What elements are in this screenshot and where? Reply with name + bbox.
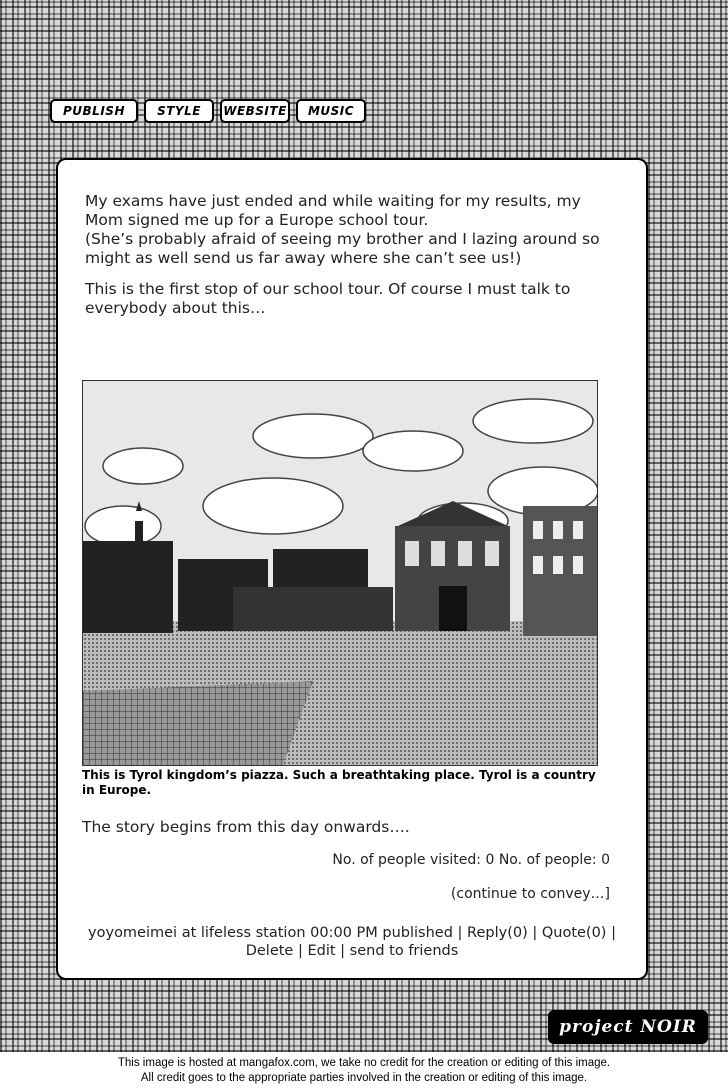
tab-style[interactable]: STYLE bbox=[144, 99, 214, 123]
tab-website[interactable]: WEBSITE bbox=[220, 99, 290, 123]
credits-line-1: This image is hosted at mangafox.com, we take no credit for the creation or editing of this image. bbox=[117, 1057, 611, 1069]
story-line: The story begins from this day onwards…. bbox=[82, 818, 410, 836]
intro-paragraph-2: This is the first stop of our school tour. Of course I must talk to everybody about this… bbox=[85, 280, 571, 317]
project-noir-logo bbox=[548, 1010, 708, 1044]
send-to-friends-link[interactable]: send to friends bbox=[349, 943, 459, 959]
separator: | bbox=[297, 943, 303, 959]
nav-tabs bbox=[50, 99, 366, 123]
separator: | bbox=[611, 925, 616, 941]
visit-stats: No. of people visited: 0 No. of people: 0 bbox=[332, 852, 610, 868]
quote-link[interactable]: Quote(0) bbox=[541, 925, 607, 941]
hosting-credits bbox=[0, 1056, 728, 1086]
delete-link[interactable]: Delete bbox=[245, 943, 294, 959]
post-intro bbox=[85, 192, 605, 330]
separator: | bbox=[532, 925, 538, 941]
tab-music[interactable]: MUSIC bbox=[296, 99, 366, 123]
post-footer bbox=[86, 924, 618, 960]
tab-publish[interactable]: PUBLISH bbox=[50, 99, 138, 123]
piazza-illustration bbox=[83, 381, 597, 765]
piazza-photo bbox=[82, 380, 598, 766]
credits-line-2: All credit goes to the appropriate parties involved in the creation or editing of this image. bbox=[140, 1072, 588, 1084]
photo-caption: This is Tyrol kingdom’s piazza. Such a breathtaking place. Tyrol is a country in Europe. bbox=[82, 768, 596, 797]
byline: yoyomeimei at lifeless station 00:00 PM published | bbox=[88, 925, 463, 941]
intro-paragraph-1: My exams have just ended and while waiting for my results, my Mom signed me up for a Europe school tour. (She’s probably afraid of seeing my brother and I lazing around so might as well send us far away where she can’t see us!) bbox=[85, 192, 600, 267]
reply-link[interactable]: Reply(0) bbox=[467, 925, 528, 941]
separator: | bbox=[340, 943, 346, 959]
logo-text: project NOIR bbox=[559, 1017, 697, 1037]
edit-link[interactable]: Edit bbox=[307, 943, 336, 959]
blog-post-card bbox=[56, 158, 648, 980]
continue-link[interactable]: (continue to convey…] bbox=[450, 886, 610, 902]
